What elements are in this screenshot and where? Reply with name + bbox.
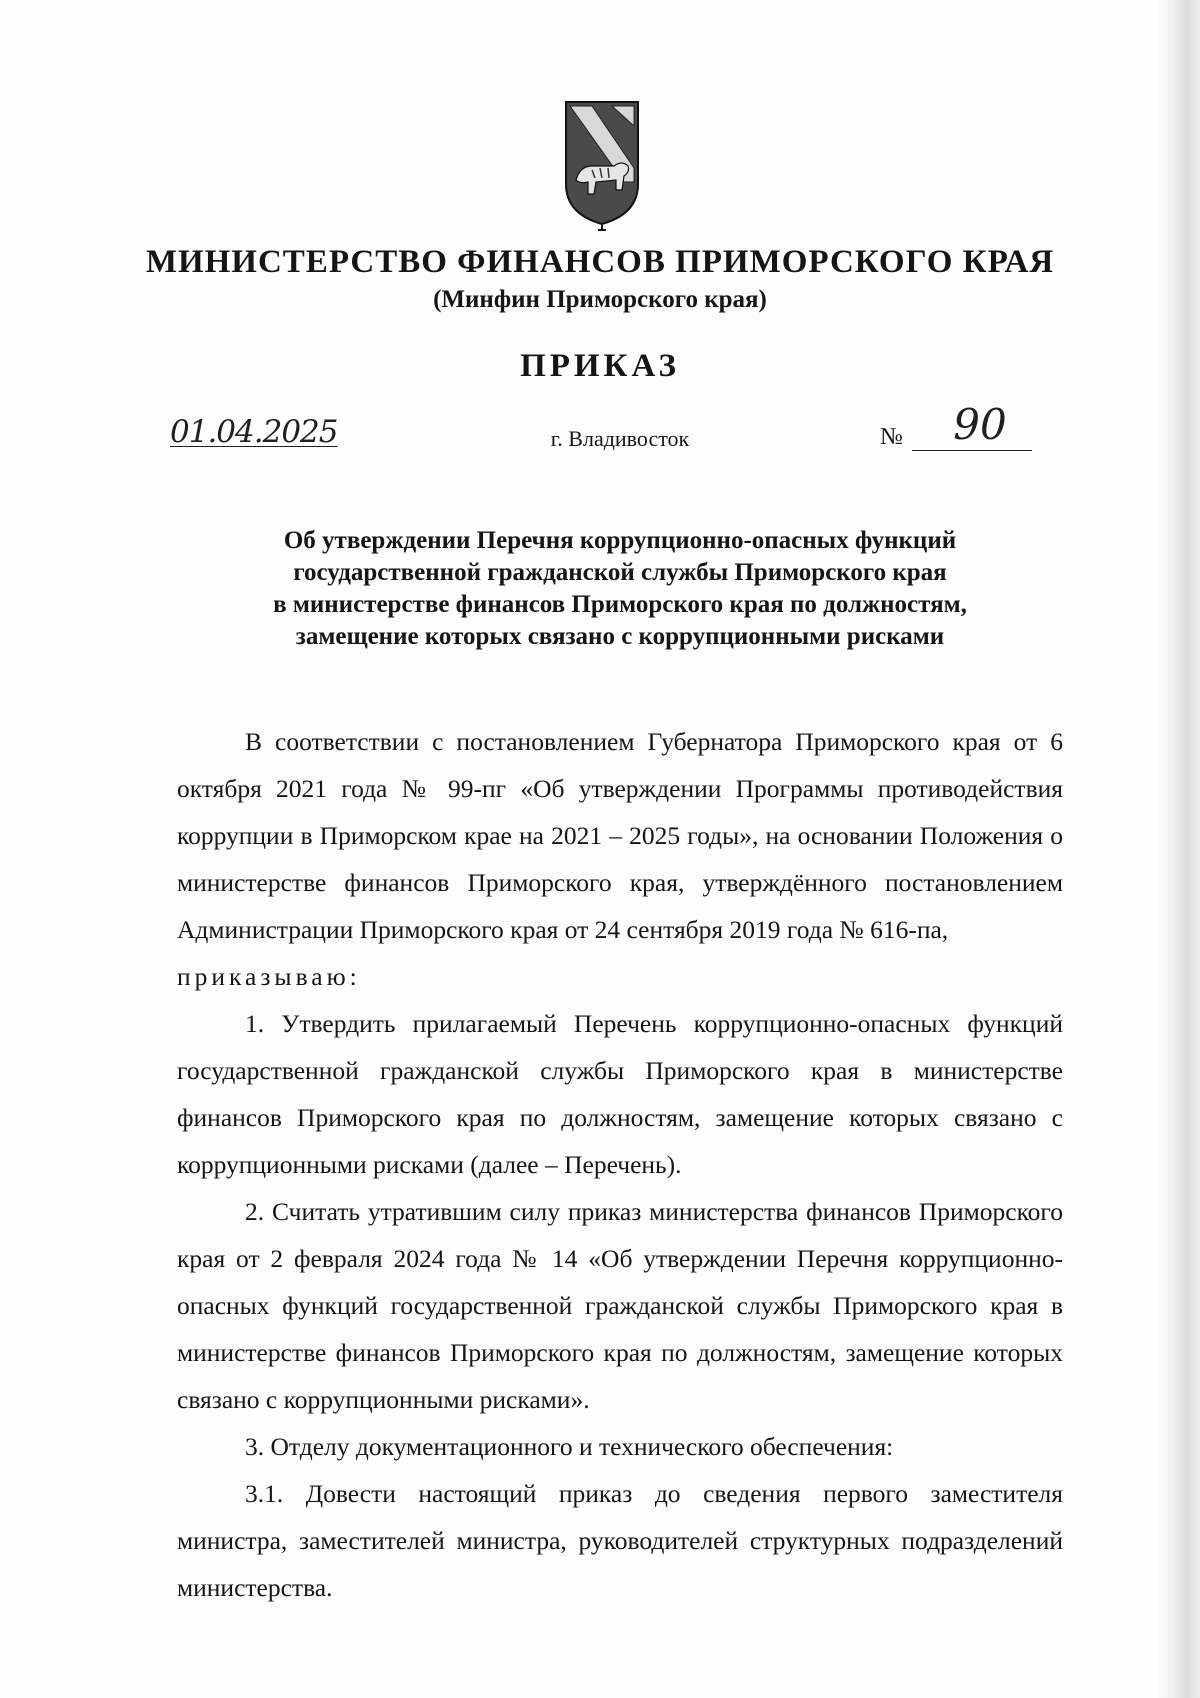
- primorye-coat-of-arms-icon: [562, 96, 642, 236]
- subject-line: государственной гражданской службы Приморского края: [293, 559, 947, 586]
- document-type: ПРИКАЗ: [520, 348, 680, 384]
- order-subject: [180, 525, 1060, 653]
- item-paragraph: 1. Утвердить прилагаемый Перечень коррупционно-опасных функций государственной гражданской службы Приморского края в министерстве финансов Приморского края по должностям, замещение которых связано с коррупционными рисками (далее – Перечень).: [177, 1009, 1063, 1179]
- subject-line: замещение которых связано с коррупционными рисками: [295, 623, 945, 650]
- order-word-paragraph: [177, 953, 1063, 1000]
- order-city: г. Владивосток: [550, 426, 690, 451]
- page-edge-shadow: [1154, 0, 1200, 1698]
- order-number-label: №: [880, 424, 903, 450]
- subject-line: в министерстве финансов Приморского края по должностям,: [273, 591, 967, 618]
- subject-line: Об утверждении Перечня коррупционно-опасных функций: [283, 527, 957, 554]
- order-word: приказываю:: [177, 962, 361, 991]
- item-paragraph: 3. Отделу документационного и технического обеспечения:: [245, 1432, 894, 1461]
- order-number: 90: [953, 400, 1007, 449]
- order-date: 01.04.2025: [170, 414, 338, 450]
- item-paragraph: 3.1. Довести настоящий приказ до сведения первого заместителя министра, заместителей министра, руководителей структурных подразделений министерства.: [177, 1479, 1063, 1602]
- order-number-underline: [912, 450, 1032, 451]
- item-paragraph: 2. Считать утратившим силу приказ министерства финансов Приморского края от 2 февраля 2024 года № 14 «Об утверждении Перечня коррупционно-опасных функций государственной гражданской службы Приморского края в министерстве финансов Приморского края по должностям, замещение которых связано с коррупционными рисками».: [177, 1197, 1063, 1414]
- ministry-short-name: (Минфин Приморского края): [433, 286, 767, 313]
- order-body: [177, 718, 1063, 1611]
- ministry-name: МИНИСТЕРСТВО ФИНАНСОВ ПРИМОРСКОГО КРАЯ: [145, 244, 1055, 280]
- preamble-paragraph: В соответствии с постановлением Губернатора Приморского края от 6 октября 2021 года № 99-пг «Об утверждении Программы противодействия коррупции в Приморском крае на 2021 – 2025 годы», на основании Положения о министерстве финансов Приморского края, утверждённого постановлением Администрации Приморского края от 24 сентября 2019 года № 616-па,: [177, 727, 1063, 944]
